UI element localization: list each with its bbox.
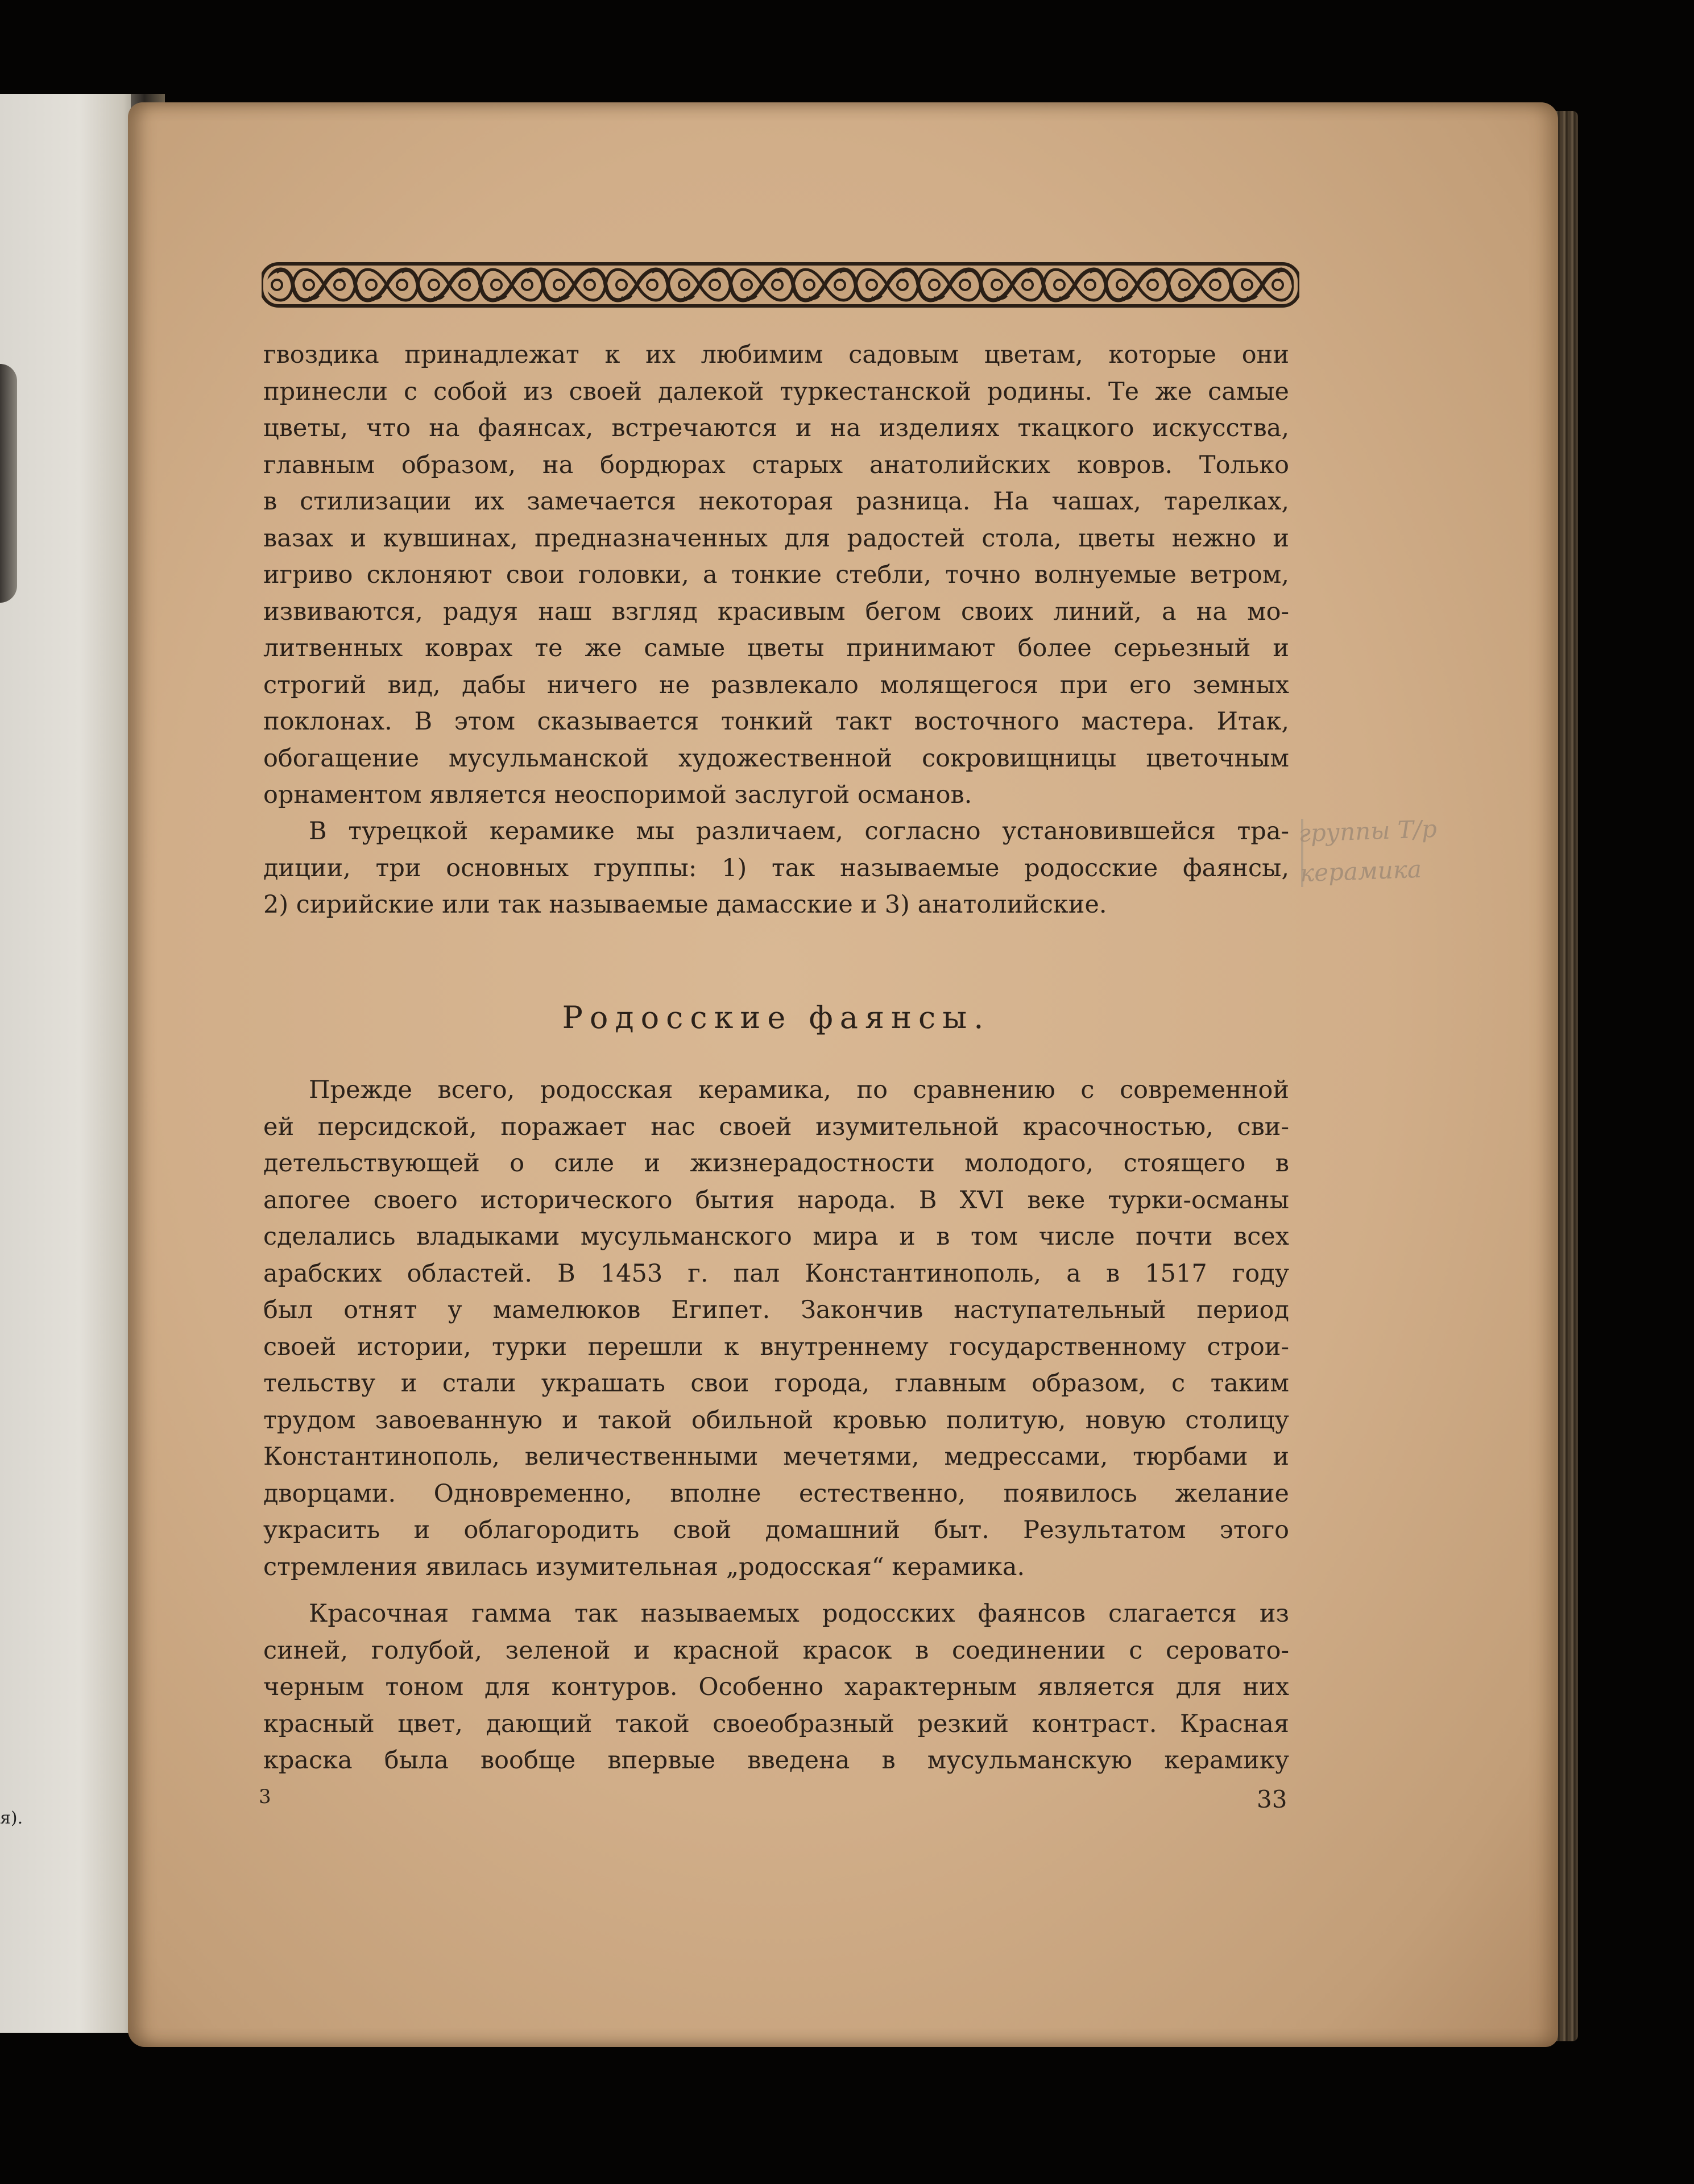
text-line: вазах и кувшинах, предназначенных для радостей стола, цветы нежно и: [263, 524, 1289, 553]
handwritten-margin-note: [1298, 807, 1505, 899]
paragraph-4: [263, 1595, 1289, 1779]
text-line: своей истории, турки перешли к внутреннему государственному строи-: [263, 1332, 1289, 1361]
text-line: был отнят у мамелюков Египет. Закончив наступательный период: [263, 1296, 1289, 1324]
text-line: диции, три основных группы: 1) так называемые родосские фаянсы,: [263, 853, 1289, 882]
text-line: гвоздика принадлежат к их любимим садовым цветам, которые они: [263, 341, 1289, 369]
margin-note-line: группы Т/р: [1298, 814, 1438, 848]
text-line: Константинополь, величественными мечетями, медрессами, тюрбами и: [263, 1443, 1289, 1471]
text-line: тельству и стали украшать свои города, главным образом, с таким: [263, 1369, 1289, 1398]
page-number: 33: [1257, 1785, 1287, 1813]
facing-left-page: [0, 94, 145, 2033]
text-line: черным тоном для контуров. Особенно характерным является для них: [263, 1673, 1289, 1701]
text-line: дворцами. Одновременно, вполне естественно, появилось желание: [263, 1479, 1289, 1508]
paragraph-1: [263, 337, 1289, 814]
left-page-illustration-fragment: [0, 364, 17, 603]
left-page-caption-fragment: я).: [0, 1808, 23, 1828]
text-line: В турецкой керамике мы различаем, согласно установившейся тра-: [309, 817, 1289, 846]
text-line: извиваются, радуя наш взгляд красивым бегом своих линий, а на мо-: [263, 597, 1289, 626]
text-line: в стилизации их замечается некоторая разница. На чашах, тарелках,: [263, 487, 1289, 516]
text-line: 2) сирийские или так называемые дамасские и 3) анатолийские.: [263, 890, 1107, 919]
text-line: ей персидской, поражает нас своей изумительной красочностью, сви-: [263, 1112, 1289, 1141]
text-line: поклонах. В этом сказывается тонкий такт восточного мастера. Итак,: [263, 707, 1289, 736]
section-heading: Родосские фаянсы.: [562, 1000, 991, 1035]
text-line: литвенных коврах те же самые цветы принимают более серьезный и: [263, 634, 1289, 662]
text-line: орнаментом является неоспоримой заслугой османов.: [263, 781, 972, 809]
printer-signature-mark: 3: [259, 1785, 271, 1808]
text-line: синей, голубой, зеленой и красной красок в соединении с серовато-: [263, 1636, 1289, 1665]
text-line: обогащение мусульманской художественной сокровищницы цветочным: [263, 744, 1289, 773]
text-line: цветы, что на фаянсах, встречаются и на изделиях ткацкого искусства,: [263, 414, 1289, 442]
arabesque-border-ornament-icon: [262, 262, 1299, 308]
text-line: украсить и облагородить свой домашний быт. Результатом этого: [263, 1516, 1289, 1544]
margin-note-line: керамика: [1299, 855, 1422, 888]
text-line: красный цвет, дающий такой своеобразный резкий контраст. Красная: [263, 1709, 1289, 1738]
text-line: игриво склоняют свои головки, а тонкие стебли, точно волнуемые ветром,: [263, 561, 1289, 589]
text-line: апогее своего исторического бытия народа. В XVI веке турки-османы: [263, 1186, 1289, 1215]
text-line: Красочная гамма так называемых родосских фаянсов слагается из: [309, 1599, 1289, 1628]
text-line: детельствующей о силе и жизнерадостности молодого, стоящего в: [263, 1149, 1289, 1178]
text-line: трудом завоеванную и такой обильной кровью политую, новую столицу: [263, 1406, 1289, 1435]
text-line: принесли с собой из своей далекой туркестанской родины. Те же самые: [263, 377, 1289, 406]
text-line: Прежде всего, родосская керамика, по сравнению с современной: [309, 1076, 1289, 1104]
text-line: арабских областей. В 1453 г. пал Константинополь, а в 1517 году: [263, 1259, 1289, 1288]
paragraph-3: [263, 1072, 1289, 1585]
text-line: стремления явилась изумительная „родосская“ керамика.: [263, 1552, 1025, 1581]
paragraph-2: [263, 813, 1289, 923]
text-line: главным образом, на бордюрах старых анатолийских ковров. Только: [263, 450, 1289, 479]
text-line: краска была вообще впервые введена в мусульманскую керамику: [263, 1746, 1289, 1775]
text-line: сделались владыками мусульманского мира и в том числе почти всех: [263, 1222, 1289, 1251]
text-line: строгий вид, дабы ничего не развлекало молящегося при его земных: [263, 670, 1289, 699]
